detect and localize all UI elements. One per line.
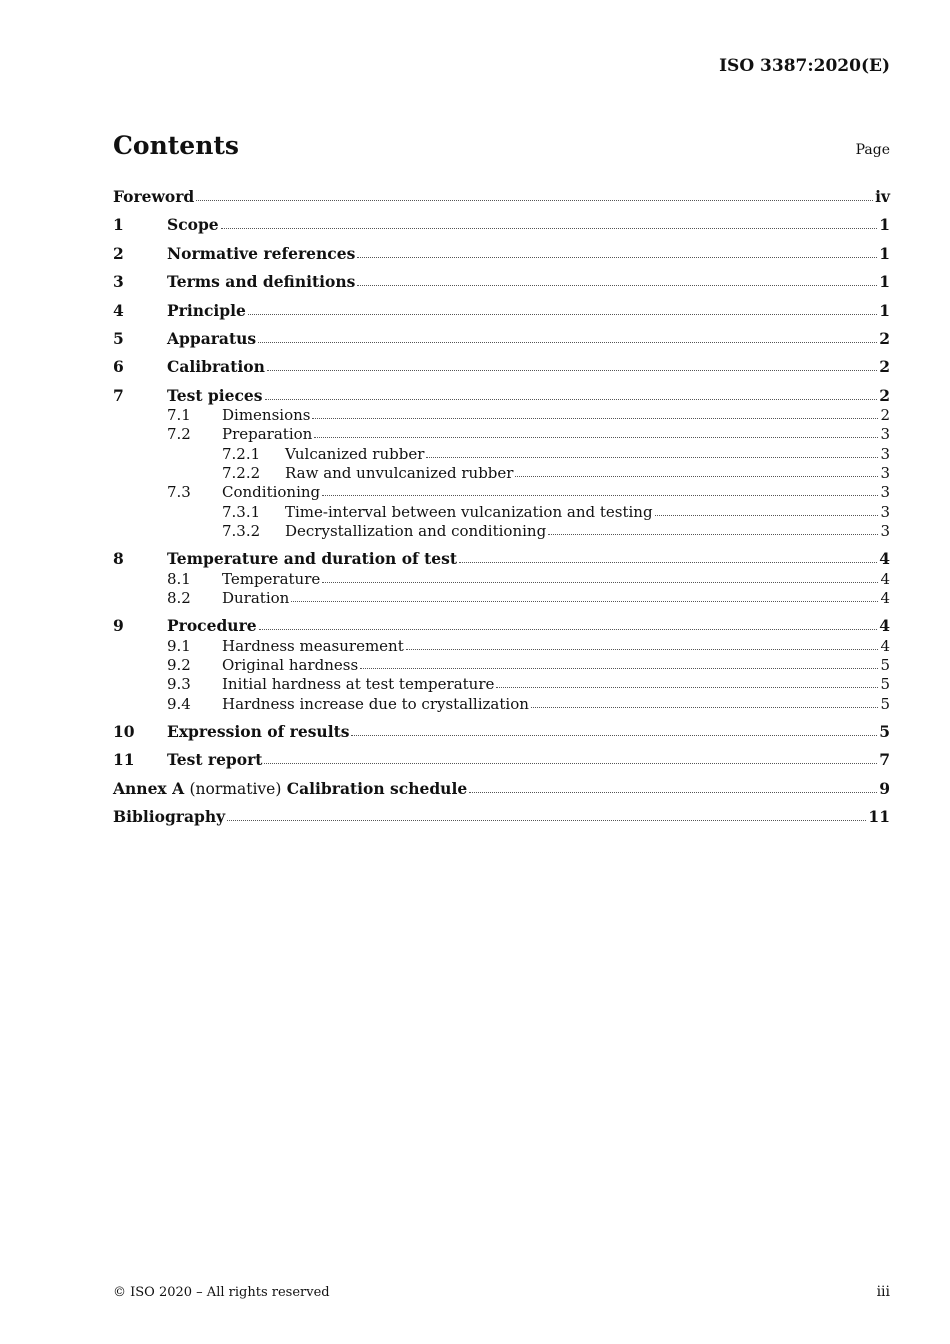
annex-title: Calibration schedule — [286, 778, 468, 798]
toc-entry-title: Procedure — [167, 616, 257, 636]
toc-entry[interactable] — [113, 568, 890, 588]
toc-entry-number: 3 — [113, 272, 124, 292]
dot-leader — [426, 457, 878, 458]
toc-entry[interactable] — [113, 404, 890, 424]
dot-leader — [258, 342, 877, 343]
toc-entry[interactable] — [113, 443, 890, 463]
toc-entry-page: 5 — [880, 675, 890, 694]
toc-entry-number: 8.2 — [167, 588, 191, 607]
toc-entry-number: 9.2 — [167, 655, 191, 674]
toc-entry-page: 4 — [880, 588, 890, 607]
toc-entry-page: 9 — [879, 778, 890, 798]
dot-leader — [314, 437, 878, 438]
dot-leader — [221, 228, 878, 229]
toc-entry-page: 3 — [880, 464, 890, 482]
toc-entry-title: Calibration — [167, 357, 265, 377]
toc-entry[interactable] — [113, 356, 890, 376]
toc-entry-title: Decrystallization and conditioning — [285, 521, 547, 540]
toc-entry-title: Initial hardness at test temperature — [222, 675, 495, 694]
toc-entry[interactable] — [113, 721, 890, 741]
toc-entry-title: Test pieces — [167, 385, 263, 405]
toc-entry-page: 1 — [879, 243, 890, 263]
toc-entry-number: 8 — [113, 549, 124, 569]
dot-leader — [351, 735, 877, 736]
toc-entry[interactable] — [113, 481, 890, 501]
toc-entry-page: 1 — [879, 215, 890, 235]
dot-leader — [264, 763, 877, 764]
toc-entry-title: Duration — [222, 588, 290, 607]
toc-entry-title: Hardness measurement — [222, 636, 404, 655]
dot-leader — [406, 649, 879, 650]
toc-entry-title: Scope — [167, 215, 219, 235]
toc-entry-number: 7.3.1 — [222, 502, 261, 521]
toc-entry-title: Dimensions — [222, 406, 311, 425]
toc-entry-number: 8.1 — [167, 569, 191, 588]
toc-entry-title: Terms and definitions — [167, 272, 356, 292]
toc-entry[interactable] — [113, 635, 890, 655]
toc-entry-page: 7 — [879, 750, 890, 770]
toc-entry-number: 10 — [113, 721, 135, 741]
toc-entry[interactable] — [113, 328, 890, 348]
toc-entry[interactable] — [113, 501, 890, 521]
annex-label: Annex A — [113, 778, 185, 798]
toc-entry-title: Test report — [167, 750, 263, 770]
dot-leader — [267, 370, 877, 371]
toc-entry[interactable] — [113, 615, 890, 635]
contents-title: Contents — [113, 131, 240, 160]
toc-entry[interactable] — [113, 214, 890, 234]
dot-leader — [496, 687, 878, 688]
toc-entry-number: 4 — [113, 300, 124, 320]
toc-entry-number: 5 — [113, 329, 124, 348]
toc-entry-number: 9.1 — [167, 636, 191, 655]
toc-entry-page: 2 — [879, 329, 890, 348]
dot-leader — [469, 792, 877, 793]
dot-leader — [248, 314, 877, 315]
dot-leader — [548, 534, 878, 535]
toc-entry-page: 2 — [880, 406, 890, 425]
toc-entry[interactable] — [113, 385, 890, 405]
toc-entry-title: Time-interval between vulcanization and testing — [285, 502, 653, 521]
toc-entry-number: 7.3.2 — [222, 521, 261, 540]
toc-entry[interactable] — [113, 673, 890, 693]
dot-leader — [322, 495, 878, 496]
toc-entry[interactable] — [113, 749, 890, 769]
toc-entry-page: 2 — [879, 385, 890, 405]
toc-entry-number: 6 — [113, 357, 124, 377]
document-id: ISO 3387:2020(E) — [719, 56, 890, 76]
page-column-label: Page — [855, 142, 890, 158]
toc-entry-number: 7 — [113, 385, 124, 405]
toc-entry-number: 1 — [113, 215, 124, 235]
dot-leader — [291, 601, 878, 602]
toc-entry-page: 2 — [879, 357, 890, 377]
dot-leader — [322, 582, 878, 583]
toc-entry[interactable] — [113, 300, 890, 320]
toc-entry-page: 3 — [880, 444, 890, 463]
toc-entry[interactable] — [113, 520, 890, 540]
toc-entry-page: 11 — [868, 807, 890, 827]
toc-entry[interactable] — [113, 271, 890, 291]
toc-entry-page: iv — [875, 187, 890, 206]
toc-entry-page: 4 — [880, 569, 890, 588]
toc-entry-number: 9.3 — [167, 675, 191, 694]
dot-leader — [227, 820, 866, 821]
toc-entry-title: Conditioning — [222, 483, 321, 502]
toc-entry-title: Vulcanized rubber — [285, 444, 425, 463]
toc-entry-title: Preparation — [222, 425, 313, 444]
toc-entry[interactable] — [113, 806, 890, 826]
toc-entry[interactable] — [113, 693, 890, 713]
toc-entry-title: Hardness increase due to crystallization — [222, 694, 529, 713]
dot-leader — [515, 476, 878, 477]
toc-entry-page: 5 — [879, 721, 890, 741]
toc-entry-number: 9 — [113, 616, 124, 636]
toc-entry-number: 7.2.2 — [222, 464, 261, 482]
dot-leader — [312, 418, 878, 419]
toc-entry-number: 2 — [113, 243, 124, 263]
toc-entry-page: 3 — [880, 502, 890, 521]
toc-entry-page: 3 — [880, 483, 890, 502]
toc-entry-number: 7.2 — [167, 425, 191, 444]
toc-entry-title: Expression of results — [167, 721, 350, 741]
toc-entry-page: 1 — [879, 272, 890, 292]
toc-entry[interactable] — [113, 587, 890, 607]
toc-entry[interactable] — [113, 243, 890, 263]
dot-leader — [265, 399, 878, 400]
toc-entry-title: Original hardness — [222, 655, 359, 674]
toc-entry-page: 1 — [879, 300, 890, 320]
copyright: © ISO 2020 – All rights reserved — [113, 1285, 330, 1300]
toc-entry-title — [113, 779, 467, 798]
page-number: iii — [876, 1284, 890, 1300]
toc-entry-number: 7.3 — [167, 483, 191, 502]
toc-entry-title: Foreword — [113, 187, 195, 206]
dot-leader — [360, 668, 878, 669]
toc-entry-title: Apparatus — [167, 329, 257, 348]
dot-leader — [655, 515, 879, 516]
dot-leader — [357, 257, 877, 258]
toc-entry-number: 7.1 — [167, 406, 191, 425]
toc-entry[interactable] — [113, 462, 890, 482]
dot-leader — [196, 200, 873, 201]
toc-entry[interactable] — [113, 423, 890, 443]
toc-entry-title: Temperature and duration of test — [167, 549, 458, 569]
toc-entry[interactable] — [113, 778, 890, 798]
toc-entry-page: 4 — [880, 636, 890, 655]
toc-entry-title: Normative references — [167, 243, 356, 263]
dot-leader — [531, 707, 879, 708]
toc-entry-page: 4 — [879, 549, 890, 569]
toc-entry-title: Raw and unvulcanized rubber — [285, 464, 514, 482]
toc-entry-page: 3 — [880, 425, 890, 444]
toc-entry[interactable] — [113, 548, 890, 568]
toc-entry-title: Temperature — [222, 569, 321, 588]
annex-type: (normative) — [189, 779, 282, 798]
toc-entry[interactable] — [113, 654, 890, 674]
toc-entry-title: Principle — [167, 300, 246, 320]
toc-entry-title: Bibliography — [113, 807, 226, 827]
toc-entry-page: 3 — [880, 521, 890, 540]
toc-entry-page: 5 — [880, 694, 890, 713]
dot-leader — [357, 285, 877, 286]
toc-entry[interactable] — [113, 186, 890, 206]
toc-entry-page: 4 — [879, 616, 890, 636]
dot-leader — [259, 629, 878, 630]
toc-entry-number: 11 — [113, 750, 135, 770]
toc-entry-number: 9.4 — [167, 694, 191, 713]
toc-entry-page: 5 — [880, 655, 890, 674]
dot-leader — [459, 562, 877, 563]
toc-entry-number: 7.2.1 — [222, 444, 261, 463]
